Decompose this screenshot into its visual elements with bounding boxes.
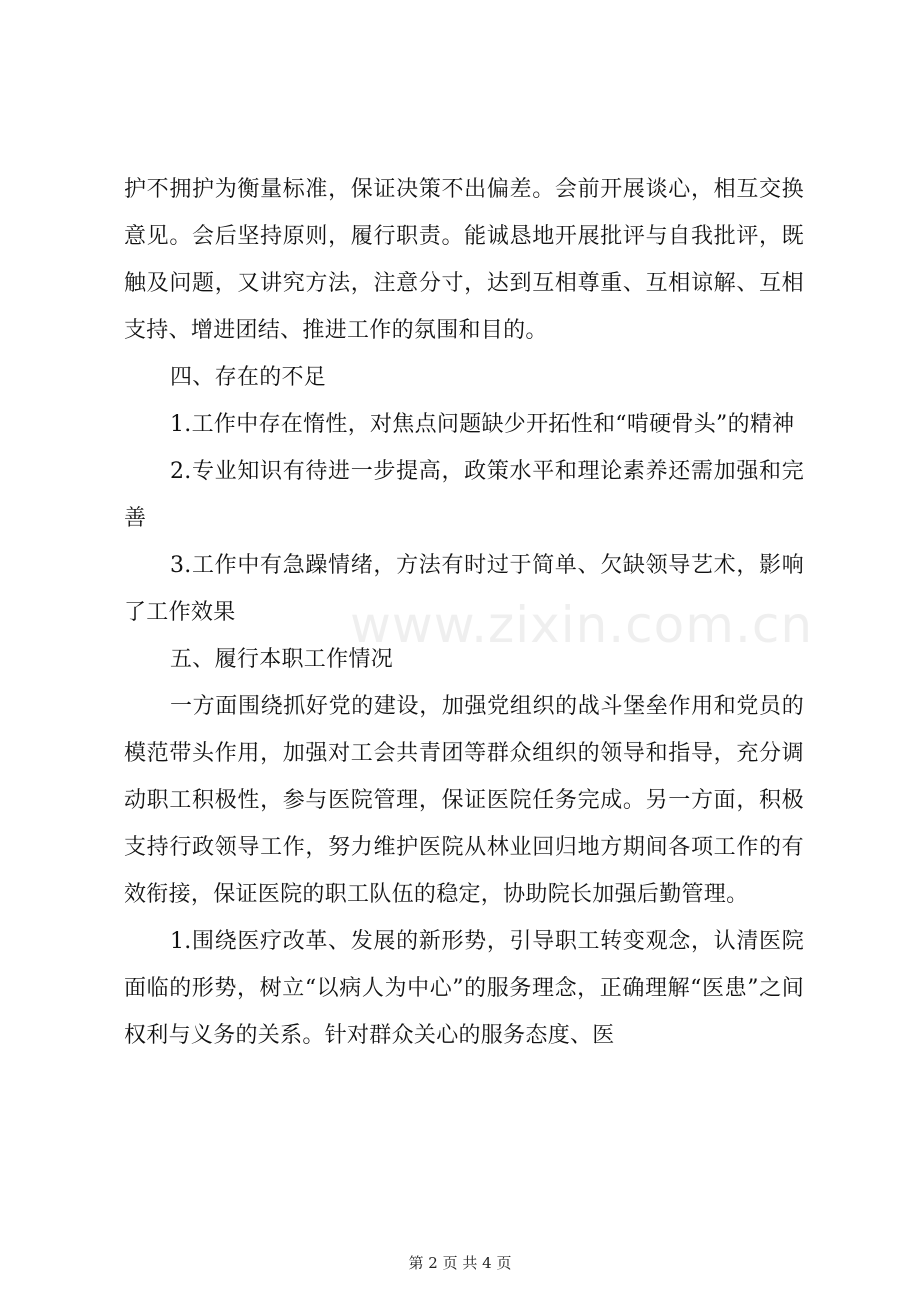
- section-heading-shortcomings: 四、存在的不足: [170, 365, 327, 390]
- list-item-2: 2.专业知识有待进一步提高，政策水平和理论素养还需加强和完善: [124, 459, 804, 531]
- paragraph-duties: 一方面围绕抓好党的建设，加强党组织的战斗堡垒作用和党员的模范带头作用，加强对工会共青团等群众组织的领导和指导，充分调动职工积极性，参与医院管理，保证医院任务完成。另一方面，积极支持行政领导工作，努力维护医院从林业回归地方期间各项工作的有效衔接，保证医院的职工队伍的稳定，协助院长加强后勤管理。: [124, 694, 804, 907]
- document-body: [124, 166, 804, 1059]
- page-number-footer: 第 2 页 共 4 页: [408, 1254, 512, 1272]
- list-item-3: 3.工作中有急躁情绪，方法有时过于简单、欠缺领导艺术，影响了工作效果: [124, 553, 804, 625]
- section-heading-duties: 五、履行本职工作情况: [170, 647, 394, 672]
- paragraph-1: 护不拥护为衡量标准，保证决策不出偏差。会前开展谈心，相互交换意见。会后坚持原则，履行职责。能诚恳地开展批评与自我批评，既触及问题，又讲究方法，注意分寸，达到互相尊重、互相谅解、互相支持、增进团结、推进工作的氛围和目的。: [124, 177, 804, 343]
- watermark-text: www.zixin.com.cn: [350, 596, 814, 654]
- list-item-duties-1: 1.围绕医疗改革、发展的新形势，引导职工转变观念，认清医院面临的形势，树立“以病人为中心”的服务理念，正确理解“医患”之间权利与义务的关系。针对群众关心的服务态度、医: [124, 929, 804, 1048]
- list-item-1: 1.工作中存在惰性，对焦点问题缺少开拓性和“啃硬骨头”的精神: [170, 412, 795, 437]
